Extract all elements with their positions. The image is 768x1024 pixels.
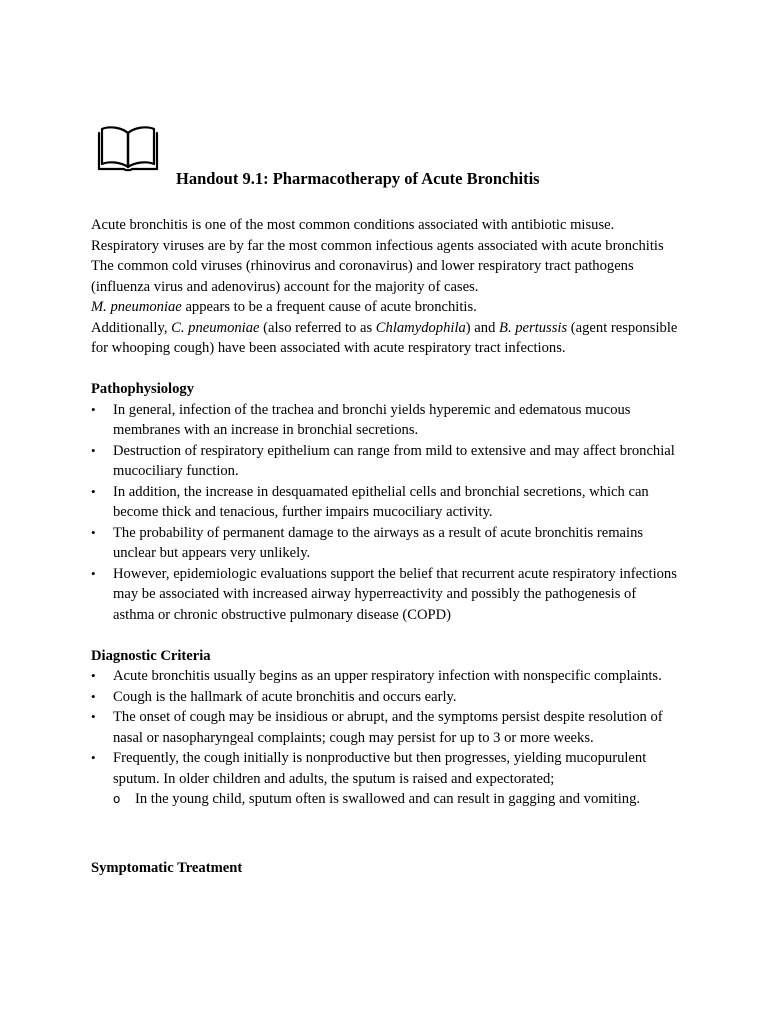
- italic-term: B. pertussis: [499, 319, 568, 336]
- text-span: ) and: [465, 319, 500, 336]
- list-item: [91, 748, 681, 810]
- bullet-icon: •: [91, 524, 96, 540]
- list-item-text: Destruction of respiratory epithelium can range from mild to extensive and may affect bronchial mucociliary function.: [113, 442, 675, 479]
- italic-term: Chlamydophila: [375, 319, 466, 336]
- bullet-icon: •: [91, 401, 96, 417]
- sub-list-item: [113, 789, 681, 810]
- text-span: (also referred to as: [259, 319, 376, 336]
- list-item: [91, 707, 681, 748]
- text-span: appears to be a frequent cause of acute bronchitis.: [181, 299, 477, 315]
- list-item-text: The probability of permanent damage to the airways as a result of acute bronchitis remains unclear but appears very unlikely.: [113, 524, 644, 561]
- bullet-icon: •: [91, 688, 96, 704]
- list-item-text: In general, infection of the trachea and bronchi yields hyperemic and edematous mucous membranes with an increase in bronchial secretions.: [113, 401, 631, 438]
- bullet-icon: •: [91, 668, 96, 683]
- sub-bullet-list: [113, 789, 681, 810]
- intro-paragraph: Respiratory viruses are by far the most common infectious agents associated with acute bronchitis: [91, 237, 664, 254]
- document-body: [91, 215, 681, 878]
- intro-paragraph: [91, 297, 681, 318]
- sub-list-item-text: In the young child, sputum often is swallowed and can result in gagging and vomiting.: [135, 791, 641, 807]
- page-title: Handout 9.1: Pharmacotherapy of Acute Bronchitis: [176, 169, 540, 188]
- list-item: [91, 400, 681, 441]
- bullet-icon: •: [91, 483, 96, 499]
- list-item-text: Frequently, the cough initially is nonproductive but then progresses, yielding mucopurulent sputum. In older children and adults, the sputum is raised and expectorated;: [113, 750, 647, 787]
- intro-paragraph: The common cold viruses (rhinovirus and coronavirus) and lower respiratory tract pathogens (influenza virus and adenovirus) account for the majority of cases.: [91, 258, 634, 295]
- text-span: Additionally,: [91, 319, 172, 336]
- list-item: [91, 523, 681, 564]
- bullet-icon: •: [91, 750, 96, 765]
- section-heading: Symptomatic Treatment: [91, 859, 243, 876]
- list-item-text: Acute bronchitis usually begins as an upper respiratory infection with nonspecific complaints.: [113, 668, 662, 684]
- list-item: [91, 687, 681, 708]
- list-item-text: The onset of cough may be insidious or abrupt, and the symptoms persist despite resolution of nasal or nasopharyngeal complaints; cough may persist for up to 3 or more weeks.: [113, 709, 663, 746]
- list-item: [91, 482, 681, 523]
- pathophysiology-section: [91, 379, 681, 625]
- list-item-text: Cough is the hallmark of acute bronchitis and occurs early.: [113, 688, 457, 705]
- bullet-icon: •: [91, 709, 96, 724]
- list-item-text: However, epidemiologic evaluations support the belief that recurrent acute respiratory infections may be associated with increased airway hyperreactivity and possibly the pathogenesis of asthma or chronic obstructive pulmonary disease (COPD): [113, 565, 677, 623]
- symptomatic-section: [91, 858, 681, 879]
- bullet-icon: •: [91, 565, 96, 581]
- list-item-text: In addition, the increase in desquamated epithelial cells and bronchial secretions, which can become thick and tenacious, further impairs mucociliary activity.: [113, 483, 649, 520]
- bullet-list: [91, 400, 681, 626]
- list-item: [91, 441, 681, 482]
- italic-term: C. pneumoniae: [171, 319, 260, 336]
- diagnostic-section: [91, 646, 681, 810]
- text-span: (agent responsible for whooping cough) have been associated with acute respiratory tract infections.: [91, 319, 678, 356]
- bullet-icon: •: [91, 442, 96, 458]
- open-book-icon: [97, 124, 159, 172]
- section-heading: Pathophysiology: [91, 381, 194, 397]
- list-item: [91, 666, 681, 687]
- italic-term: M. pneumoniae: [91, 299, 182, 315]
- list-item: [91, 564, 681, 626]
- intro-paragraph: Acute bronchitis is one of the most common conditions associated with antibiotic misuse.: [91, 217, 615, 233]
- section-heading: Diagnostic Criteria: [91, 647, 211, 664]
- bullet-list: [91, 666, 681, 810]
- sub-bullet-icon: o: [113, 792, 121, 806]
- intro-paragraph: [91, 318, 681, 359]
- intro-section: [91, 215, 681, 359]
